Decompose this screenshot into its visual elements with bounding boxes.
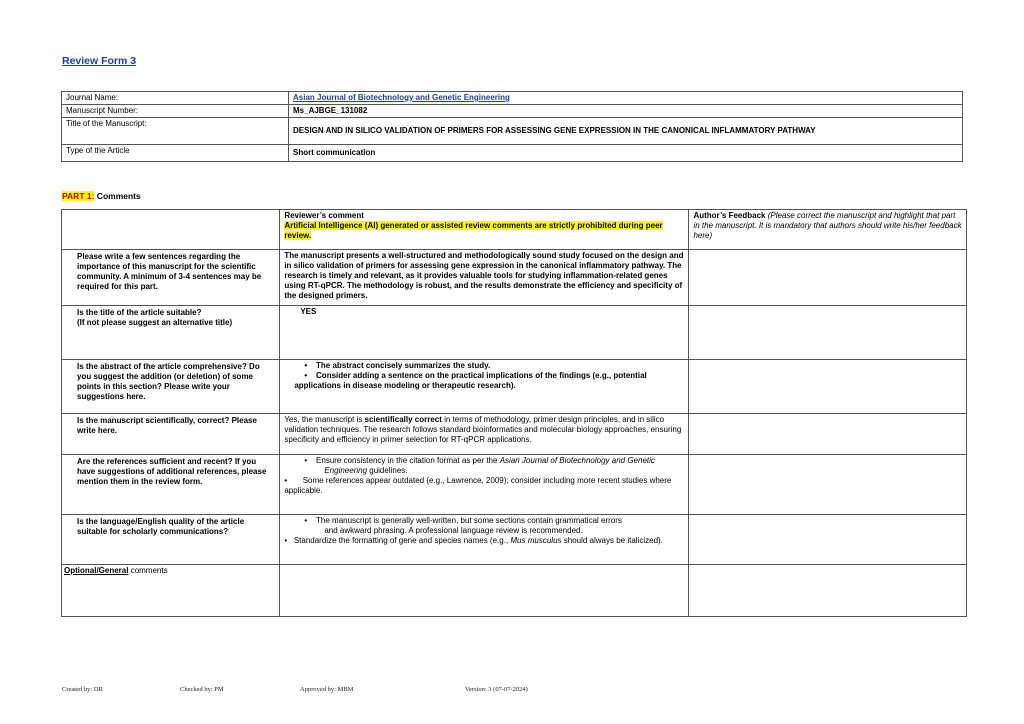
manuscript-number-row	[62, 105, 963, 118]
abstract-feedback[interactable]	[689, 360, 967, 414]
importance-row	[62, 250, 967, 306]
abstract-row	[62, 360, 967, 414]
scientific-feedback[interactable]	[689, 414, 967, 455]
language-bullet-2-species: Mus musculus	[510, 536, 562, 545]
abstract-question: Is the abstract of the article comprehensive? Do you suggest the addition (or deletion) of some points in this section? Please write your suggestions here.	[62, 360, 280, 414]
references-question: Are the references sufficient and recent? If you have suggestions of additional references, please mention them in the review form.	[62, 455, 280, 515]
references-bullet-1-journal: Asian Journal of Biotechnology and Genetic	[499, 456, 655, 465]
comments-table	[61, 209, 967, 617]
comments-header-row	[62, 210, 967, 250]
language-bullet-1-line2: and awkward phrasing. A professional language review is recommended.	[324, 526, 583, 535]
manuscript-title-row	[62, 118, 963, 145]
footer-version: Version: 3 (07-07-2024)	[465, 686, 528, 693]
form-title: Review Form 3	[62, 55, 137, 67]
scientific-comment	[280, 414, 689, 455]
title-feedback[interactable]	[689, 306, 967, 360]
language-bullet-2-post: should always be italicized).	[561, 536, 663, 545]
references-bullet-1-post: guidelines.	[367, 466, 408, 475]
journal-link[interactable]: Asian Journal of Biotechnology and Genetic Engineering	[293, 93, 510, 102]
part-label: Comments	[94, 191, 141, 201]
bullet-marker: •	[304, 516, 308, 525]
importance-feedback[interactable]	[689, 250, 967, 306]
language-feedback[interactable]	[689, 515, 967, 565]
bullet-marker: •	[304, 456, 308, 465]
title-comment: YES	[280, 306, 689, 360]
scientific-question: Is the manuscript scientifically, correct? Please write here.	[62, 414, 280, 455]
reviewer-header-cell	[280, 210, 689, 250]
language-bullet-2-pre: Standardize the formatting of gene and species names (e.g.,	[293, 536, 511, 545]
abstract-bullet-2: Consider adding a sentence on the practical implications of the findings (e.g., potential applications in disease modeling or therapeutic research).	[294, 371, 647, 390]
manuscript-title-label: Title of the Manuscript:	[62, 118, 289, 145]
abstract-comment	[280, 360, 689, 414]
language-bullet-1-line1: The manuscript is generally well-written, but some sections contain grammatical errors	[316, 516, 622, 525]
manuscript-info-table	[61, 91, 963, 162]
references-bullet-1-pre: Ensure consistency in the citation format as per the	[316, 456, 500, 465]
optional-comments-row	[62, 565, 967, 617]
article-type-label: Type of the Article	[62, 145, 289, 162]
references-row	[62, 455, 967, 515]
author-header-title: Author’s Feedback	[693, 211, 766, 220]
abstract-bullet-1: The abstract concisely summarizes the study.	[316, 361, 491, 370]
manuscript-number-label: Manuscript Number:	[62, 105, 289, 118]
footer-approved-by: Approved by: MBM	[300, 686, 354, 693]
footer-checked-by: Checked by: PM	[180, 686, 224, 693]
bullet-marker: •	[304, 361, 308, 370]
manuscript-number-value: Ms_AJBGE_131082	[289, 105, 963, 118]
footer-created-by: Created by: DR	[62, 686, 103, 693]
references-bullet-1-journal-cont: Engineering	[324, 466, 368, 475]
bullet-marker: •	[284, 476, 288, 485]
language-question: Is the language/English quality of the article suitable for scholarly communications?	[62, 515, 280, 565]
optional-comments-label	[62, 565, 280, 617]
part-number: PART 1:	[62, 191, 95, 201]
references-comment	[280, 455, 689, 515]
language-comment	[280, 515, 689, 565]
reviewer-header-title: Reviewer’s comment	[284, 211, 364, 220]
article-type-value: Short communication	[289, 145, 963, 162]
journal-value	[289, 92, 963, 105]
header-empty-cell	[62, 210, 280, 250]
language-row	[62, 515, 967, 565]
title-question-line1: Is the title of the article suitable?	[77, 308, 202, 317]
ai-policy-note: Artificial Intelligence (AI) generated or assisted review comments are strictly prohibited during peer review.	[284, 221, 663, 240]
optional-comments-text[interactable]	[280, 565, 689, 617]
importance-question: Please write a few sentences regarding the importance of this manuscript for the scientific community. A minimum of 3-4 sentences may be required for this part.	[62, 250, 280, 306]
scientific-comment-post: in terms of methodology, primer design principles, and in silico validation techniques. The research follows standard bioinformatics and molecular biology approaches, ensuring specificity and efficiency in primer selection for RT-qPCR applications.	[284, 415, 682, 444]
optional-general-label: Optional/General	[64, 566, 129, 575]
importance-comment: The manuscript presents a well-structured and methodologically sound study focused on the design and in silico validation of primers for assessing gene expression in the canonical inflammatory pathway. The research is timely and relevant, as it provides valuable tools for studying inflammation-related genes using RT-qPCR. The methodology is robust, and the results demonstrate the efficiency and specificity of the designed primers.	[280, 250, 689, 306]
title-suitability-row	[62, 306, 967, 360]
bullet-marker: •	[284, 536, 288, 545]
article-type-row	[62, 145, 963, 162]
part-heading	[62, 191, 141, 201]
author-header-note: (Please correct the manuscript and highlight that part in the manuscript. It is mandatory that authors should write his/her feedback here)	[693, 211, 962, 240]
author-header-cell	[689, 210, 967, 250]
title-question	[62, 306, 280, 360]
scientific-comment-bold: scientifically correct	[364, 415, 442, 424]
title-question-line2: (If not please suggest an alternative title)	[77, 318, 233, 327]
optional-comments-feedback[interactable]	[689, 565, 967, 617]
journal-row	[62, 92, 963, 105]
manuscript-title-value: DESIGN AND IN SILICO VALIDATION OF PRIMERS FOR ASSESSING GENE EXPRESSION IN THE CANONICAL INFLAMMATORY PATHWAY	[289, 118, 963, 145]
references-feedback[interactable]	[689, 455, 967, 515]
optional-comments-suffix: comments	[128, 566, 168, 575]
references-bullet-2: Some references appear outdated (e.g., Lawrence, 2009); consider including more recent studies where applicable.	[284, 476, 672, 495]
scientific-correctness-row	[62, 414, 967, 455]
bullet-marker: •	[304, 371, 308, 380]
scientific-comment-pre: Yes, the manuscript is	[284, 415, 365, 424]
journal-label: Journal Name:	[62, 92, 289, 105]
